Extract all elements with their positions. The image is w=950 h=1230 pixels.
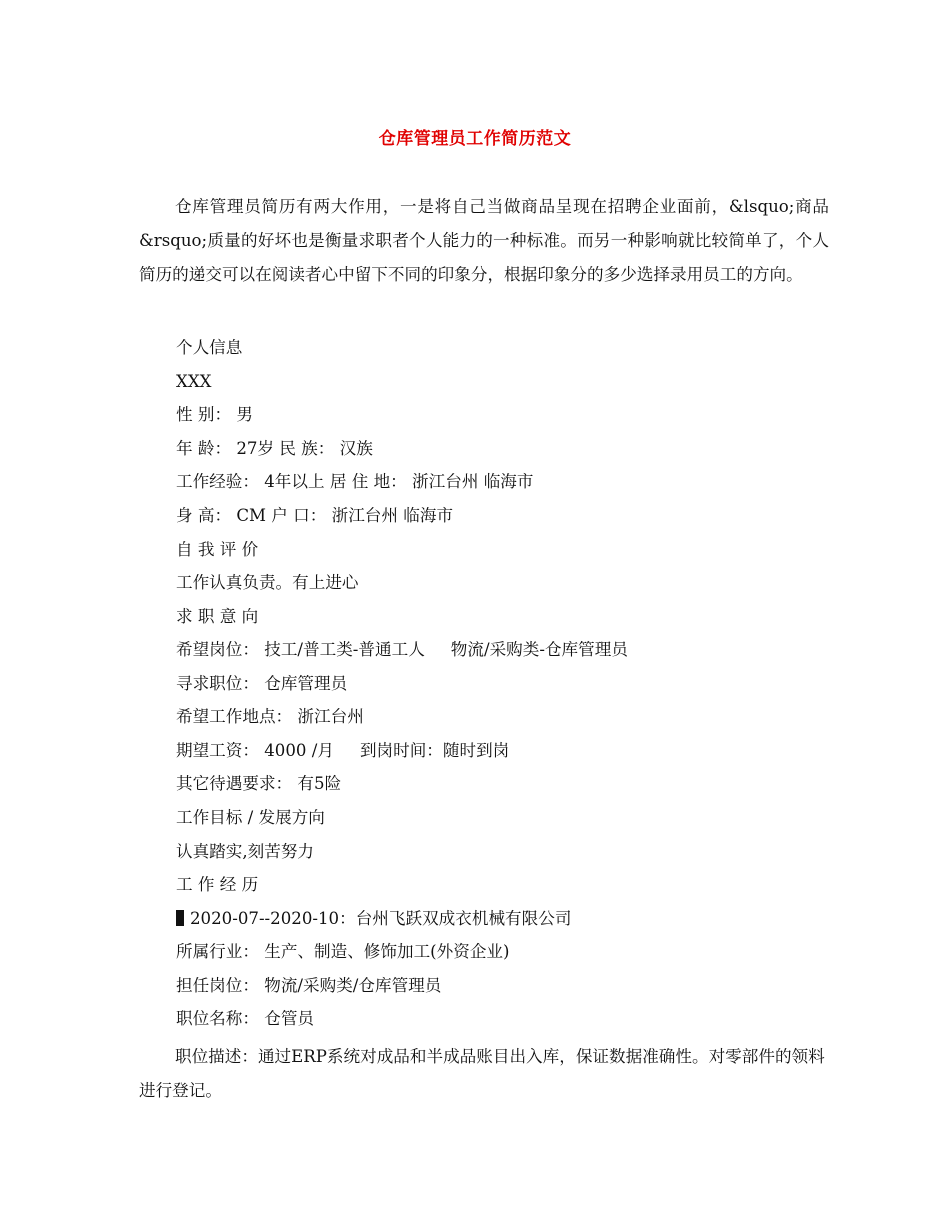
age-ethnicity-line: 年 龄： 27岁 民 族： 汉族 [176, 439, 373, 458]
desired-location-line: 希望工作地点： 浙江台州 [176, 707, 364, 726]
goal-line: 认真踏实,刻苦努力 [176, 842, 315, 861]
goal-heading: 工作目标 / 发展方向 [176, 808, 325, 827]
seeking-position-line: 寻求职位： 仓库管理员 [176, 674, 348, 693]
salary-arrival-line [176, 739, 509, 763]
arrival-time: 到岗时间：随时到岗 [359, 741, 510, 760]
intro-paragraph: 仓库管理员简历有两大作用，一是将自己当做商品呈现在招聘企业面前，&lsquo;商品&rsquo;质量的好坏也是衡量求职者个人能力的一种标准。而另一种影响就比较简单了，个人简历的递交可以在阅读者心中留下不同的印象分，根据印象分的多少选择录用员工的方向。 [139, 197, 829, 284]
document-title: 仓库管理员工作简历范文 [378, 129, 572, 149]
experience-residence-line: 工作经验： 4年以上 居 住 地： 浙江台州 临海市 [176, 472, 534, 491]
other-benefits-line: 其它待遇要求： 有5险 [176, 774, 342, 793]
desired-position-2: 物流/采购类-仓库管理员 [450, 640, 628, 659]
job-period-line [176, 907, 571, 931]
post-line: 担任岗位： 物流/采购类/仓库管理员 [176, 976, 442, 995]
industry-line: 所属行业： 生产、制造、修饰加工(外资企业) [176, 942, 510, 961]
work-history-heading: 工 作 经 历 [176, 875, 259, 894]
height-hukou-line: 身 高： CM 户 口： 浙江台州 临海市 [176, 506, 454, 525]
self-eval-line: 工作认真负责。有上进心 [176, 573, 359, 592]
personal-info-heading: 个人信息 [176, 338, 243, 357]
expected-salary: 期望工资： 4000 /月 [176, 741, 334, 760]
self-eval-heading: 自 我 评 价 [176, 540, 259, 559]
job-period: 2020-07--2020-10：台州飞跃双成衣机械有限公司 [190, 909, 572, 928]
desired-position-line [176, 638, 628, 662]
intention-heading: 求 职 意 向 [176, 607, 259, 626]
desired-position-1: 希望岗位： 技工/普工类-普通工人 [176, 640, 425, 659]
bullet-block-icon [176, 910, 184, 926]
job-title-line: 职位名称： 仓管员 [176, 1009, 315, 1028]
gender-line: 性 别： 男 [176, 405, 253, 424]
name-line: XXX [176, 372, 212, 391]
job-description-paragraph: 职位描述：通过ERP系统对成品和半成品账目出入库，保证数据准确性。对零部件的领料进行登记。 [139, 1047, 825, 1100]
